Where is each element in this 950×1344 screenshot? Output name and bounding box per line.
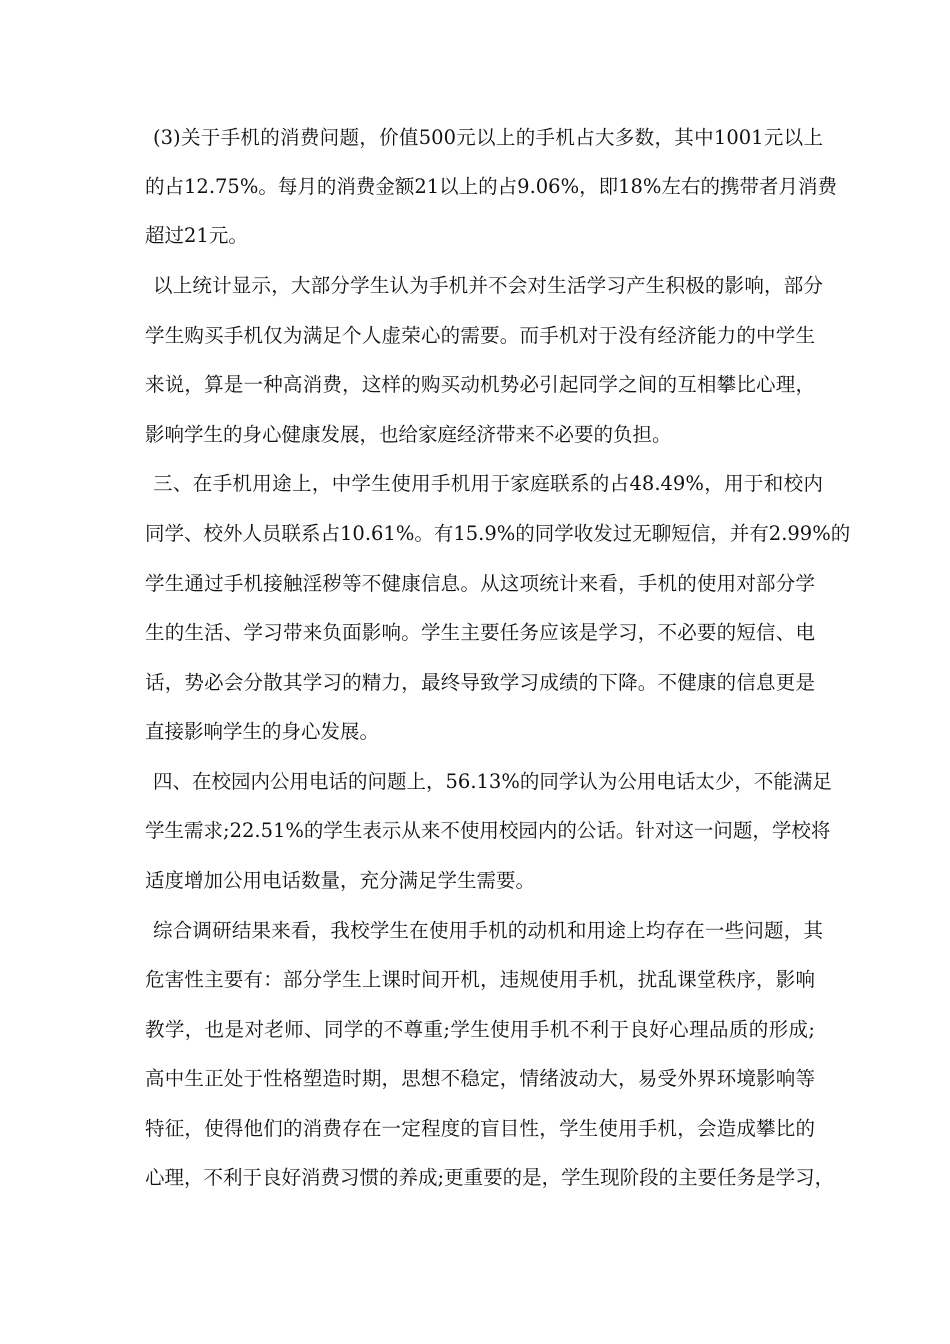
- text-line: 生的生活、学习带来负面影响。学生主要任务应该是学习，不必要的短信、电: [145, 621, 815, 644]
- text-line: 来说，算是一种高消费，这样的购买动机势必引起同学之间的互相攀比心理，: [145, 373, 815, 396]
- text-line: 四、在校园内公用电话的问题上，56.13%的同学认为公用电话太少，不能满足: [153, 770, 832, 793]
- text-line: 学生通过手机接触淫秽等不健康信息。从这项统计来看，手机的使用对部分学: [145, 572, 815, 595]
- text-line: 教学，也是对老师、同学的不尊重;学生使用手机不利于良好心理品质的形成;: [145, 1018, 815, 1041]
- text-line: 话，势必会分散其学习的精力，最终导致学习成绩的下降。不健康的信息更是: [145, 671, 815, 694]
- text-line: 学生需求;22.51%的学生表示从来不使用校园内的公话。针对这一问题，学校将: [145, 819, 831, 842]
- text-line: 综合调研结果来看，我校学生在使用手机的动机和用途上均存在一些问题，其: [153, 919, 823, 942]
- text-line: 超过21元。: [145, 224, 248, 247]
- text-line: 危害性主要有：部分学生上课时间开机，违规使用手机，扰乱课堂秩序，影响: [145, 968, 815, 991]
- text-line: 三、在手机用途上，中学生使用手机用于家庭联系的占48.49%，用于和校内: [153, 472, 823, 495]
- text-line: 学生购买手机仅为满足个人虚荣心的需要。而手机对于没有经济能力的中学生: [145, 324, 815, 347]
- text-line: 适度增加公用电话数量，充分满足学生需要。: [145, 869, 536, 892]
- text-line: 特征，使得他们的消费存在一定程度的盲目性，学生使用手机，会造成攀比的: [145, 1117, 815, 1140]
- text-line: 同学、校外人员联系占10.61%。有15.9%的同学收发过无聊短信，并有2.99%的: [145, 522, 851, 545]
- text-line: (3)关于手机的消费问题，价值500元以上的手机占大多数，其中1001元以上: [153, 126, 823, 149]
- text-line: 直接影响学生的身心发展。: [145, 720, 380, 743]
- text-line: 的占12.75%。每月的消费金额21以上的占9.06%，即18%左右的携带者月消费: [145, 175, 837, 198]
- text-line: 高中生正处于性格塑造时期，思想不稳定，情绪波动大，易受外界环境影响等: [145, 1067, 815, 1090]
- text-line: 以上统计显示，大部分学生认为手机并不会对生活学习产生积极的影响，部分: [153, 274, 823, 297]
- text-line: 心理，不利于良好消费习惯的养成;更重要的是，学生现阶段的主要任务是学习，: [145, 1166, 835, 1189]
- text-line: 影响学生的身心健康发展，也给家庭经济带来不必要的负担。: [145, 423, 672, 446]
